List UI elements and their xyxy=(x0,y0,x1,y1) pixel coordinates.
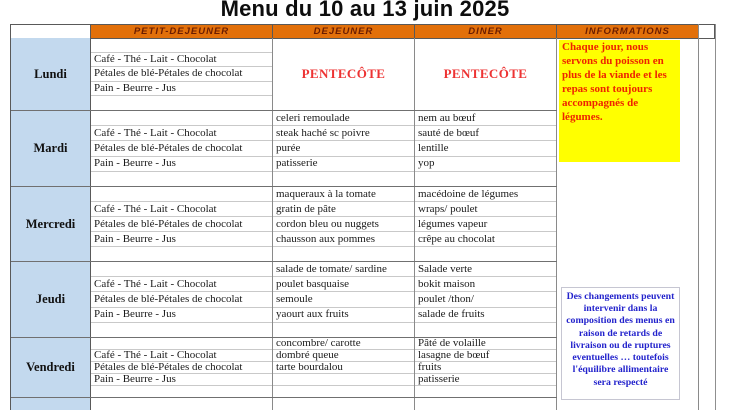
menu-item xyxy=(91,247,272,261)
menu-item xyxy=(415,386,556,397)
menu-item: lasagne de bœuf xyxy=(415,350,556,362)
menu-item: Pâté de volaille xyxy=(415,338,556,350)
dejeuner-cell xyxy=(273,338,415,397)
dejeuner-cell xyxy=(273,111,415,186)
menu-table xyxy=(10,24,715,410)
menu-item: gratin de pâte xyxy=(273,202,414,217)
menu-item: salade de tomate/ sardine xyxy=(273,262,414,277)
info-note-changes: Des changements peuvent intervenir dans la composition des menus en raison de retards de livraison ou de ruptures eventuelles … toutefois l'équilibre allimentaire sera respecté xyxy=(561,287,680,400)
petit-dejeuner-cell xyxy=(91,38,273,110)
diner-cell xyxy=(415,111,557,186)
menu-item: Pétales de blé-Pétales de chocolat xyxy=(91,67,272,82)
menu-item xyxy=(415,172,556,186)
menu-item: cordon bleu ou nuggets xyxy=(273,217,414,232)
table-row-mercredi xyxy=(11,187,557,262)
dejeuner-cell xyxy=(273,262,415,337)
menu-item xyxy=(91,386,272,397)
menu-item: bokit maison xyxy=(415,277,556,292)
menu-item: Pétales de blé-Pétales de chocolat xyxy=(91,292,272,307)
menu-item xyxy=(91,323,272,337)
menu-item: Pétales de blé-Pétales de chocolat xyxy=(91,362,272,374)
day-label: Lundi xyxy=(11,38,91,110)
menu-item: patisserie xyxy=(273,157,414,172)
table-row-partial xyxy=(11,398,557,410)
menu-item: Salade verte xyxy=(415,262,556,277)
menu-item: Pain - Beurre - Jus xyxy=(91,232,272,247)
menu-item: maqueraux à la tomate xyxy=(273,187,414,202)
info-note-fish: Chaque jour, nous servons du poisson en plus de la viande et les repas sont toujours accompagnés de légumes. xyxy=(559,40,680,162)
day-label: Jeudi xyxy=(11,262,91,337)
day-label: Mardi xyxy=(11,111,91,186)
day-label: Vendredi xyxy=(11,338,91,397)
menu-item: Pain - Beurre - Jus xyxy=(91,157,272,172)
dejeuner-cell xyxy=(273,187,415,261)
table-row-vendredi xyxy=(11,338,557,398)
menu-item: chausson aux pommes xyxy=(273,232,414,247)
table-header-row xyxy=(11,24,715,38)
table-row-mardi xyxy=(11,111,557,187)
menu-item: salade de fruits xyxy=(415,308,556,323)
page-title: Menu du 10 au 13 juin 2025 xyxy=(220,0,510,21)
grid-line-informations-right xyxy=(698,24,699,410)
diner-cell xyxy=(415,187,557,261)
menu-item: concombre/ carotte xyxy=(273,338,414,350)
menu-item xyxy=(91,172,272,186)
petit-dejeuner-cell xyxy=(91,187,273,261)
header-cell-day xyxy=(11,25,91,39)
petit-dejeuner-cell xyxy=(91,398,273,410)
table-row-lundi xyxy=(11,38,557,111)
menu-item: poulet /thon/ xyxy=(415,292,556,307)
menu-item xyxy=(273,386,414,397)
petit-dejeuner-cell xyxy=(91,338,273,397)
menu-item xyxy=(91,96,272,110)
menu-item xyxy=(91,338,272,350)
menu-item: Café - Thé - Lait - Chocolat xyxy=(91,350,272,362)
diner-cell xyxy=(415,398,557,410)
day-label: Mercredi xyxy=(11,187,91,261)
menu-item: steak haché sc poivre xyxy=(273,126,414,141)
day-label xyxy=(11,398,91,410)
menu-item xyxy=(273,374,414,386)
menu-item: Café - Thé - Lait - Chocolat xyxy=(91,202,272,217)
menu-item: Café - Thé - Lait - Chocolat xyxy=(91,126,272,141)
menu-item xyxy=(91,111,272,126)
menu-item xyxy=(91,187,272,202)
menu-item: semoule xyxy=(273,292,414,307)
holiday-cell-diner: PENTECÔTE xyxy=(415,38,557,110)
header-cell-dejeuner: DEJEUNER xyxy=(273,25,415,39)
menu-item: crêpe au chocolat xyxy=(415,232,556,247)
menu-item xyxy=(273,323,414,337)
petit-dejeuner-cell xyxy=(91,111,273,186)
menu-item: fruits xyxy=(415,362,556,374)
menu-item: wraps/ poulet xyxy=(415,202,556,217)
menu-item: lentille xyxy=(415,141,556,156)
menu-item: Café - Thé - Lait - Chocolat xyxy=(91,53,272,68)
menu-item xyxy=(415,247,556,261)
header-cell-petit-dejeuner: PETIT-DEJEUNER xyxy=(91,25,273,39)
menu-item xyxy=(273,247,414,261)
menu-item: Café - Thé - Lait - Chocolat xyxy=(91,277,272,292)
diner-cell xyxy=(415,262,557,337)
menu-item: sauté de bœuf xyxy=(415,126,556,141)
header-cell-informations: INFORMATIONS xyxy=(557,25,699,39)
menu-item: Pain - Beurre - Jus xyxy=(91,308,272,323)
holiday-cell-dejeuner: PENTECÔTE xyxy=(273,38,415,110)
menu-item: Pétales de blé-Pétales de chocolat xyxy=(91,141,272,156)
menu-item: poulet basquaise xyxy=(273,277,414,292)
menu-item xyxy=(415,323,556,337)
menu-item: celeri remoulade xyxy=(273,111,414,126)
header-cell-diner: DINER xyxy=(415,25,557,39)
menu-item: dombré queue xyxy=(273,350,414,362)
menu-item: macédoine de légumes xyxy=(415,187,556,202)
petit-dejeuner-cell xyxy=(91,262,273,337)
menu-item: Pétales de blé-Pétales de chocolat xyxy=(91,217,272,232)
table-row-jeudi xyxy=(11,262,557,338)
menu-item: tarte bourdalou xyxy=(273,362,414,374)
menu-item: nem au bœuf xyxy=(415,111,556,126)
menu-item: yaourt aux fruits xyxy=(273,308,414,323)
menu-item: patisserie xyxy=(415,374,556,386)
menu-item: purée xyxy=(273,141,414,156)
diner-cell xyxy=(415,338,557,397)
menu-item xyxy=(273,172,414,186)
menu-item: Pain - Beurre - Jus xyxy=(91,374,272,386)
header-cell-extra xyxy=(699,25,715,39)
table-right-border xyxy=(715,24,716,410)
menu-item: yop xyxy=(415,157,556,172)
menu-item xyxy=(91,38,272,53)
menu-item: légumes vapeur xyxy=(415,217,556,232)
menu-item: Pain - Beurre - Jus xyxy=(91,82,272,97)
menu-item xyxy=(91,262,272,277)
dejeuner-cell xyxy=(273,398,415,410)
